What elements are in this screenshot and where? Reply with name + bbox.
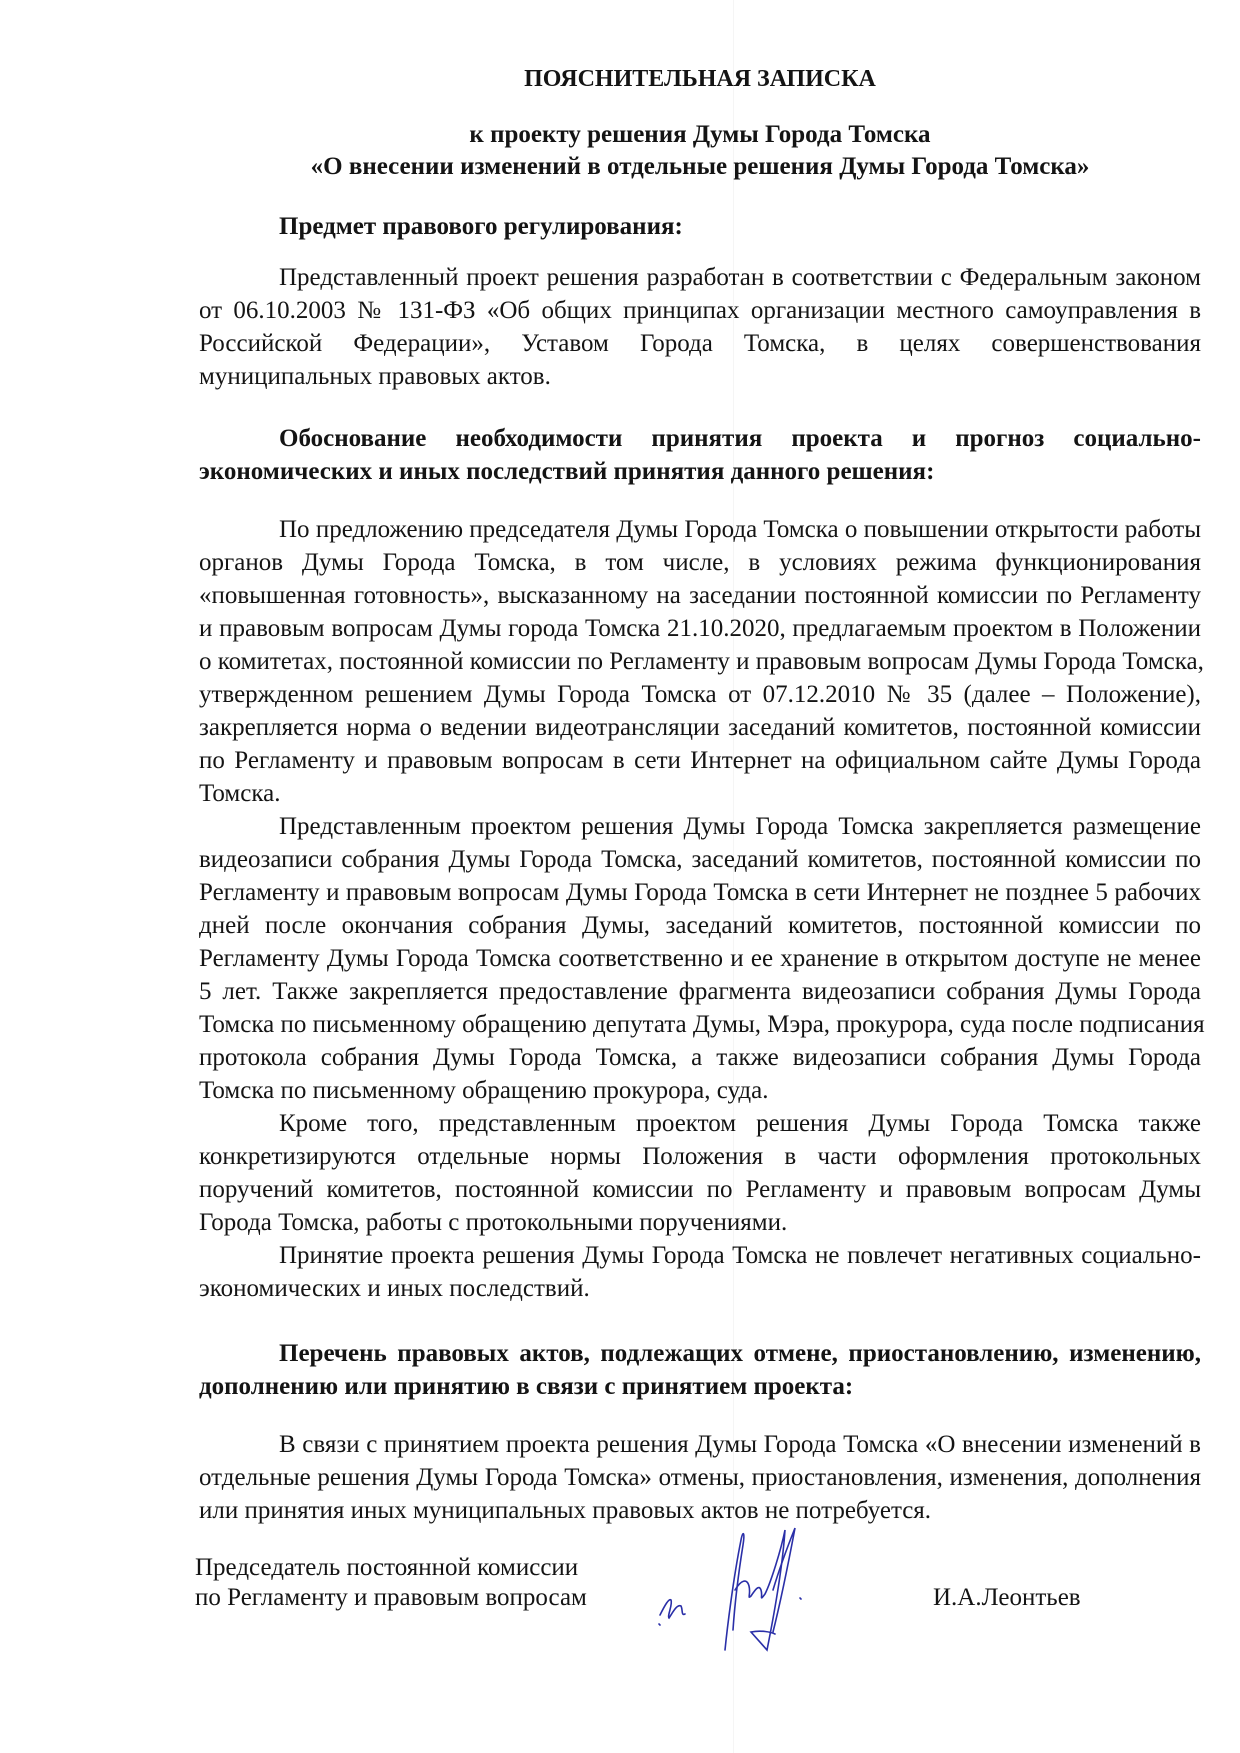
text-line: органов Думы Города Томска, в том числе, в условиях режима функционирования (199, 549, 1201, 576)
text-line: или принятия иных муниципальных правовых актов не потребуется. (199, 1497, 932, 1524)
text-line: и правовым вопросам Думы города Томска 21.10.2020, предлагаемым проектом в Положении (199, 615, 1201, 642)
text-line: закрепляется норма о ведении видеотрансляции заседаний комитетов, постоянной комиссии (199, 714, 1201, 741)
subtitle-line: к проекту решения Думы Города Томска (469, 121, 931, 148)
section-heading-acts-list (199, 1339, 1201, 1405)
text-line: поручений комитетов, постоянной комиссии по Регламенту и правовым вопросам Думы (199, 1176, 1201, 1203)
handwritten-signature (655, 1520, 855, 1660)
text-line: Кроме того, представленным проектом решения Думы Города Томска также (279, 1110, 1201, 1137)
signature-strokes (659, 1528, 801, 1650)
text-line: Обоснование необходимости принятия проекта и прогноз социально- (279, 425, 1201, 452)
text-line: протокола собрания Думы Города Томска, а также видеозаписи собрания Думы Города (199, 1044, 1201, 1071)
text-line: экономических и иных последствий. (199, 1275, 590, 1302)
text-line: о комитетах, постоянной комиссии по Регламенту и правовым вопросам Думы Города Томска, (199, 648, 1204, 675)
paragraph (199, 513, 1204, 810)
text-line: дней после окончания собрания Думы, заседаний комитетов, постоянной комиссии по (199, 912, 1201, 939)
paragraph (199, 1107, 1201, 1239)
text-line: Томска. (199, 780, 281, 807)
section-subject-paragraph (199, 261, 1201, 393)
heading-line: Предмет правового регулирования: (279, 213, 683, 240)
text-line: утвержденном решением Думы Города Томска от 07.12.2010 № 35 (далее – Положение), (199, 681, 1201, 708)
subtitle-line: «О внесении изменений в отдельные решения Думы Города Томска» (310, 153, 1090, 180)
text-line: В связи с принятием проекта решения Думы Города Томска «О внесении изменений в (279, 1431, 1201, 1458)
text-line: Томска по письменному обращению депутата Думы, Мэра, прокурора, суда после подписания (199, 1011, 1205, 1038)
signatory-position (195, 1553, 587, 1613)
text-line: Перечень правовых актов, подлежащих отмене, приостановлению, изменению, (279, 1340, 1201, 1367)
paragraph (199, 1239, 1201, 1305)
text-line: по Регламенту и правовым вопросам в сети Интернет на официальном сайте Думы Города (199, 747, 1201, 774)
text-line: конкретизируются отдельные нормы Положения в части оформления протокольных (199, 1143, 1201, 1170)
text-line: экономических и иных последствий принятия данного решения: (199, 458, 935, 485)
section-justification-body (199, 513, 1205, 1305)
text-line: Российской Федерации», Уставом Города Томска, в целях совершенствования (199, 330, 1201, 357)
text-line: муниципальных правовых актов. (199, 363, 551, 390)
document-subtitle (199, 119, 1201, 183)
text-line: дополнению или принятию в связи с принятием проекта: (199, 1373, 854, 1400)
section-heading-subject (199, 210, 1201, 243)
text-line: Томска по письменному обращению прокурора, суда. (199, 1077, 769, 1104)
document-title: ПОЯСНИТЕЛЬНАЯ ЗАПИСКА (524, 66, 876, 92)
text-line: Представленный проект решения разработан в соответствии с Федеральным законом (279, 264, 1201, 291)
text-line: Регламенту Думы Города Томска соответственно и ее хранение в открытом доступе не менее (199, 945, 1201, 972)
text-line: от 06.10.2003 № 131-ФЗ «Об общих принципах организации местного самоуправления в (199, 297, 1201, 324)
text-line: По предложению председателя Думы Города Томска о повышении открытости работы (279, 516, 1201, 543)
text-line: 5 лет. Также закрепляется предоставление фрагмента видеозаписи собрания Думы Города (199, 978, 1201, 1005)
text-line: видеозаписи собрания Думы Города Томска, заседаний комитетов, постоянной комиссии по (199, 846, 1201, 873)
text-line: Представленным проектом решения Думы Города Томска закрепляется размещение (279, 813, 1201, 840)
text-line: Принятие проекта решения Думы Города Томска не повлечет негативных социально- (279, 1242, 1201, 1269)
paragraph (199, 810, 1205, 1107)
text-line: Города Томска, работы с протокольными поручениями. (199, 1209, 788, 1236)
section-acts-paragraph (199, 1428, 1201, 1527)
section-heading-justification (199, 424, 1201, 490)
signatory-name: И.А.Леонтьев (933, 1584, 1081, 1611)
text-line: Регламенту и правовым вопросам Думы Города Томска в сети Интернет не позднее 5 рабочих (199, 879, 1201, 906)
position-line: Председатель постоянной комиссии (195, 1554, 579, 1581)
text-line: отдельные решения Думы Города Томска» отмены, приостановления, изменения, дополнения (199, 1464, 1201, 1491)
position-line: по Регламенту и правовым вопросам (195, 1584, 587, 1611)
text-line: «повышенная готовность», высказанному на заседании постоянной комиссии по Регламенту (199, 582, 1201, 609)
